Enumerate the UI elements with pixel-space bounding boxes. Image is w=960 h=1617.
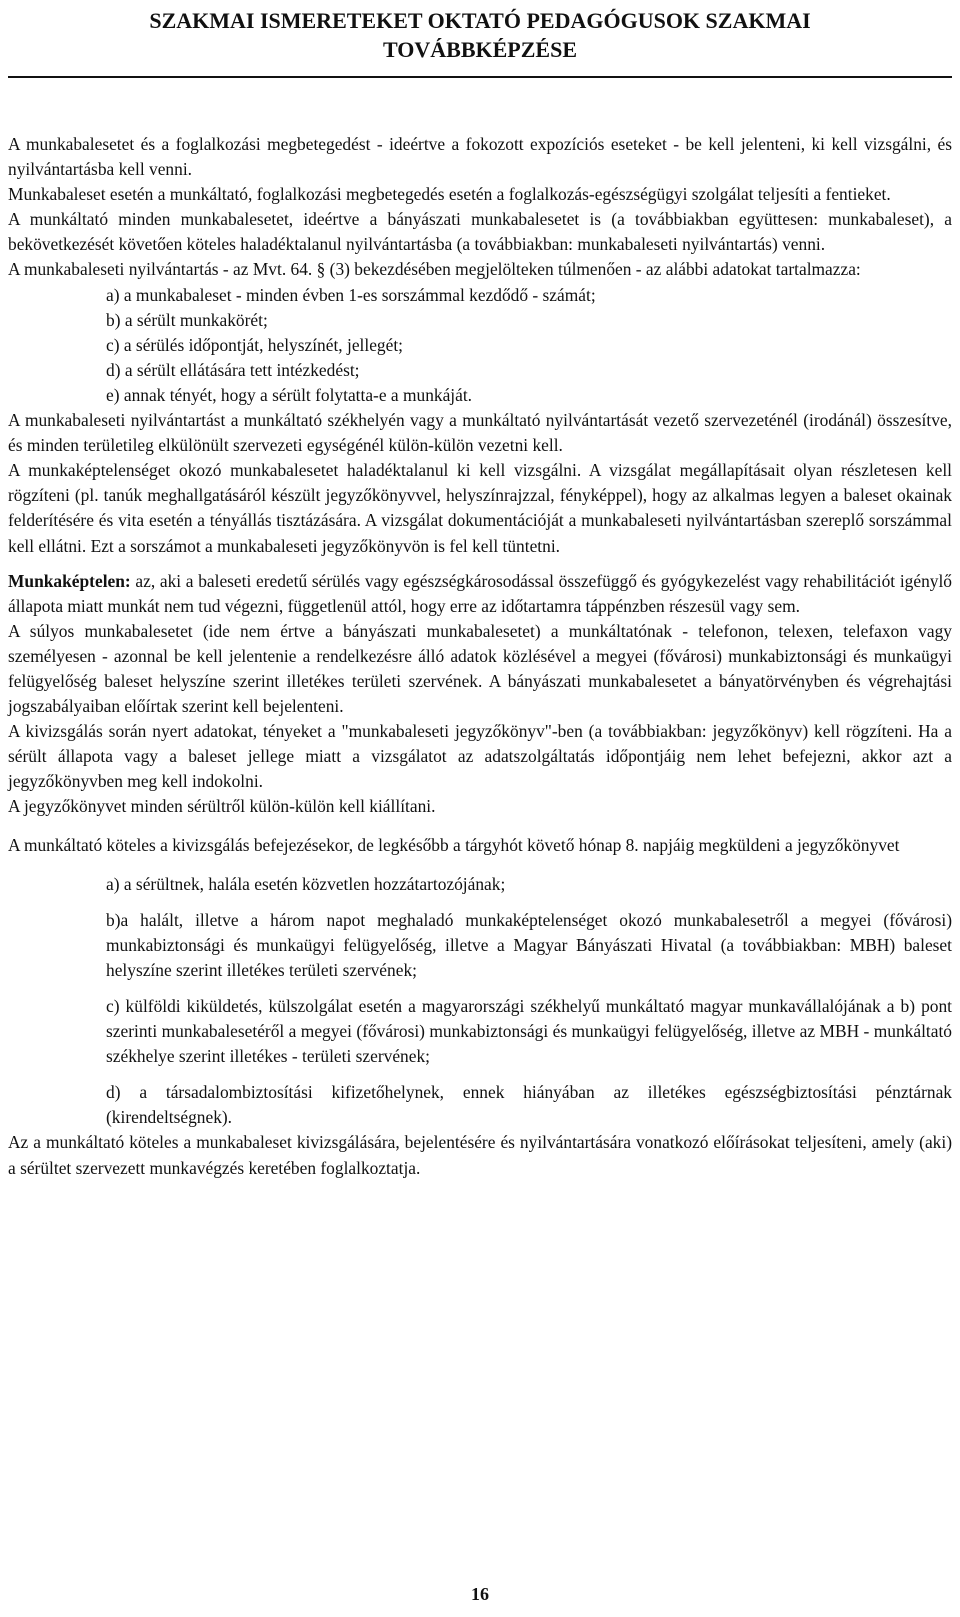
- paragraph: A munkabaleseti nyilvántartás - az Mvt. 64. § (3) bekezdésében megjelölteken túlmenően - az alábbi adatokat tartalmazza:: [8, 259, 861, 280]
- list-item: d) a sérült ellátására tett intézkedést;: [106, 359, 360, 380]
- header-divider: [8, 76, 952, 78]
- document-body: [8, 132, 952, 1181]
- header-title-line-2: TOVÁBBKÉPZÉSE: [383, 37, 577, 62]
- list-item: c) a sérülés időpontját, helyszínét, jellegét;: [106, 334, 403, 355]
- paragraph: A munkabaleseti nyilvántartást a munkáltató székhelyén vagy a munkáltató nyilvántartását vezető szervezeténél (irodánál) összesítve, és minden területileg elkülönült szervezeti egységénél külön-külön vezetni kell.: [8, 410, 952, 456]
- list-item: b) a sérült munkakörét;: [106, 309, 268, 330]
- list-item: a) a sérültnek, halála esetén közvetlen hozzátartozójának;: [106, 873, 506, 894]
- paragraph: A jegyzőkönyvet minden sérültről külön-külön kell kiállítani.: [8, 796, 436, 817]
- paragraph: A munkáltató minden munkabalesetet, ideértve a bányászati munkabalesetet is (a továbbiakban együttesen: munkabaleset), a bekövetkezését követően köteles haladéktalanul nyilvántartásba (a továbbiakban: munkabaleseti nyilvántartás) venni.: [8, 209, 952, 255]
- paragraph: Az a munkáltató köteles a munkabaleset kivizsgálására, bejelentésére és nyilvántartására vonatkozó előírásokat teljesíteni, amely (aki) a sérültet szervezett munkavégzés keretében foglalkoztatja.: [8, 1132, 952, 1178]
- paragraph: A munkáltató köteles a kivizsgálás befejezésekor, de legkésőbb a tárgyhót követő hónap 8. napjáig megküldeni a jegyzőkönyvet: [8, 834, 900, 855]
- page-number: 16: [471, 1584, 489, 1604]
- list-item: e) annak tényét, hogy a sérült folytatta-e a munkáját.: [106, 384, 473, 405]
- paragraph: A kivizsgálás során nyert adatokat, tényeket a "munkabaleseti jegyzőkönyv"-ben (a továbbiakban: jegyzőkönyv) kell rögzíteni. Ha a sérült állapota vagy a baleset jellege miatt a vizsgálatot az adatszolgáltatás időpontjáig nem lehet befejezni, akkor azt a jegyzőkönyvben meg kell indokolni.: [8, 721, 952, 792]
- paragraph: A munkabalesetet és a foglalkozási megbetegedést - ideértve a fokozott expozíciós eseteket - be kell jelenteni, ki kell vizsgálni, és nyilvántartásba kell venni.: [8, 134, 952, 180]
- list-item: a) a munkabaleset - minden évben 1-es sorszámmal kezdődő - számát;: [106, 284, 596, 305]
- definition-paragraph: [8, 569, 952, 619]
- definition-text: az, aki a baleseti eredetű sérülés vagy egészségkárosodással összefüggő és gyógykezelést vagy rehabilitációt igénylő állapota miatt munkát nem tud végezni, függetlenül attól, hogy erre az időtartamra táppénzben részesül vagy sem.: [8, 570, 952, 616]
- list-item: c) külföldi kiküldetés, külszolgálat esetén a magyarországi székhelyű munkáltató magyar munkavállalójának a b) pont szerinti munkabalesetéről a megyei (fővárosi) munkabiztonsági és munkaügyi felügyelőség, illetve az MBH - munkáltató székhelye szerint illetékes - területi szervének;: [106, 996, 952, 1067]
- paragraph: A súlyos munkabalesetet (ide nem értve a bányászati munkabalesetet) a munkáltatónak - telefonon, telexen, telefaxon vagy személyesen - azonnal be kell jelentenie a rendelkezésre álló adatok közlésével a megyei (fővárosi) munkabiztonsági és munkaügyi felügyelőség baleset helyszíne szerint illetékes területi szervének. A bányászati munkabalesetet a bányatörvényben és végrehajtási jogszabályaiban előírtak szerint kell bejelenteni.: [8, 620, 952, 717]
- header-title-line-1: SZAKMAI ISMERETEKET OKTATÓ PEDAGÓGUSOK SZAKMAI: [149, 8, 811, 33]
- list-item: b)a halált, illetve a három napot meghaladó munkaképtelenséget okozó munkabalesetről a megyei (fővárosi) munkabiztonsági és munkaügyi felügyelőség, illetve a Magyar Bányászati Hivatal (a továbbiakban: MBH) baleset helyszíne szerint illetékes területi szervének;: [106, 909, 952, 980]
- paragraph: Munkabaleset esetén a munkáltató, foglalkozási megbetegedés esetén a foglalkozás-egészségügyi szolgálat teljesíti a fentieket.: [8, 184, 891, 205]
- paragraph: A munkaképtelenséget okozó munkabalesetet haladéktalanul ki kell vizsgálni. A vizsgálat megállapításait olyan részletesen kell rögzíteni (pl. tanúk meghallgatásáról készült jegyzőkönyvvel, helyszínrajzzal, fényképpel), hogy az alkalmas legyen a baleset okainak felderítésére és vita esetén a tényállás tisztázására. A vizsgálat dokumentációját a munkabaleseti nyilvántartásban szereplő sorszámmal kell ellátni. Ezt a sorszámot a munkabaleseti jegyzőkönyvön is fel kell tüntetni.: [8, 460, 952, 556]
- list-item: d) a társadalombiztosítási kifizetőhelynek, ennek hiányában az illetékes egészségbiztosítási pénztárnak (kirendeltségnek).: [106, 1082, 952, 1128]
- definition-term: Munkaképtelen:: [8, 570, 131, 591]
- page-header: [0, 6, 960, 64]
